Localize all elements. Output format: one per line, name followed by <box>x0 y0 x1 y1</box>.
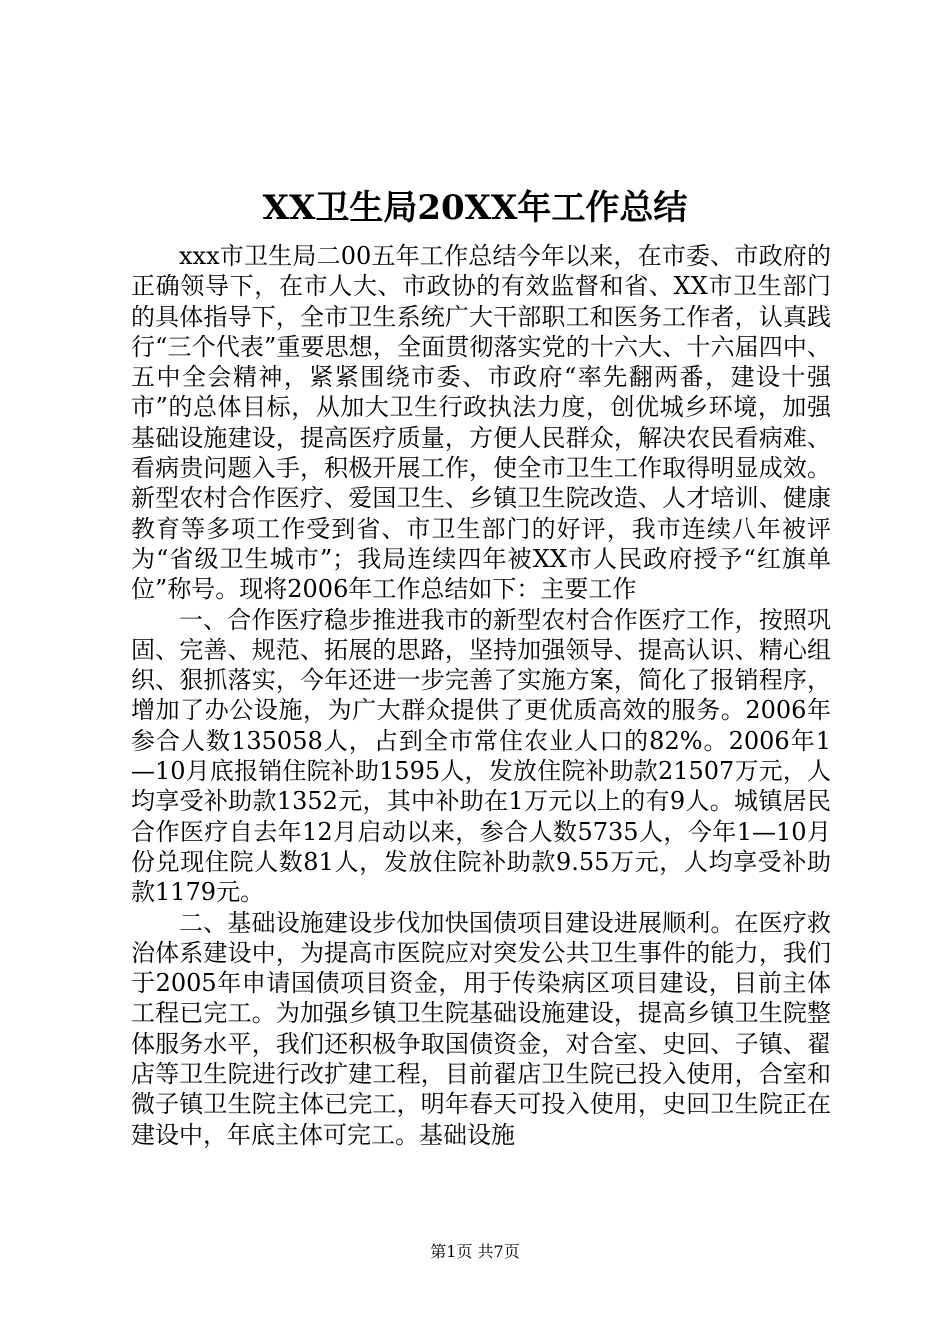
page-footer: 第1页 共7页 <box>430 1242 520 1261</box>
document-title: XX卫生局20XX年工作总结 <box>262 188 688 228</box>
paragraph-cooperative-medical: 一、合作医疗稳步推进我市的新型农村合作医疗工作，按照巩固、完善、规范、拓展的思路，坚持加强领导、提高认识、精心组织、狠抓落实，今年还进一步完善了实施方案，简化了报销程序，增加了办公设施，为广大群众提供了更优质高效的服务。2006年参合人数135058人，占到全市常住农业人口的82%。2006年1—10月底报销住院补助1595人，发放住院补助款21507万元，人均享受补助款1352元，其中补助在1万元以上的有9人。城镇居民合作医疗自去年12月启动以来，参合人数5735人，今年1—10月份兑现住院人数81人，发放住院补助款9.55万元，人均享受补助款1179元。 <box>131 605 831 907</box>
paragraph-infrastructure: 二、基础设施建设步伐加快国债项目建设进展顺利。在医疗救治体系建设中，为提高市医院应对突发公共卫生事件的能力，我们于2005年申请国债项目资金，用于传染病区项目建设，目前主体工程已完工。为加强乡镇卫生院基础设施建设，提高乡镇卫生院整体服务水平，我们还积极争取国债资金，对合室、史回、子镇、翟店等卫生院进行改扩建工程，目前翟店卫生院已投入使用，合室和微子镇卫生院主体已完工，明年春天可投入使用，史回卫生院正在建设中，年底主体可完工。基础设施 <box>131 908 831 1149</box>
paragraph-intro: xxx市卫生局二00五年工作总结今年以来，在市委、市政府的正确领导下，在市人大、市政协的有效监督和省、XX市卫生部门的具体指导下，全市卫生系统广大干部职工和医务工作者，认真践行“三个代表”重要思想，全面贯彻落实党的十六大、十六届四中、五中全会精神，紧紧围绕市委、市政府“率先翻两番，建设十强市”的总体目标，从加大卫生行政执法力度，创优城乡环境，加强基础设施建设，提高医疗质量，方便人民群众，解决农民看病难、看病贵问题入手，积极开展工作，使全市卫生工作取得明显成效。新型农村合作医疗、爱国卫生、乡镇卫生院改造、人才培训、健康教育等多项工作受到省、市卫生部门的好评，我市连续八年被评为“省级卫生城市”；我局连续四年被XX市人民政府授予“红旗单位”称号。现将2006年工作总结如下：主要工作 <box>131 242 831 604</box>
document-body <box>131 241 831 1150</box>
